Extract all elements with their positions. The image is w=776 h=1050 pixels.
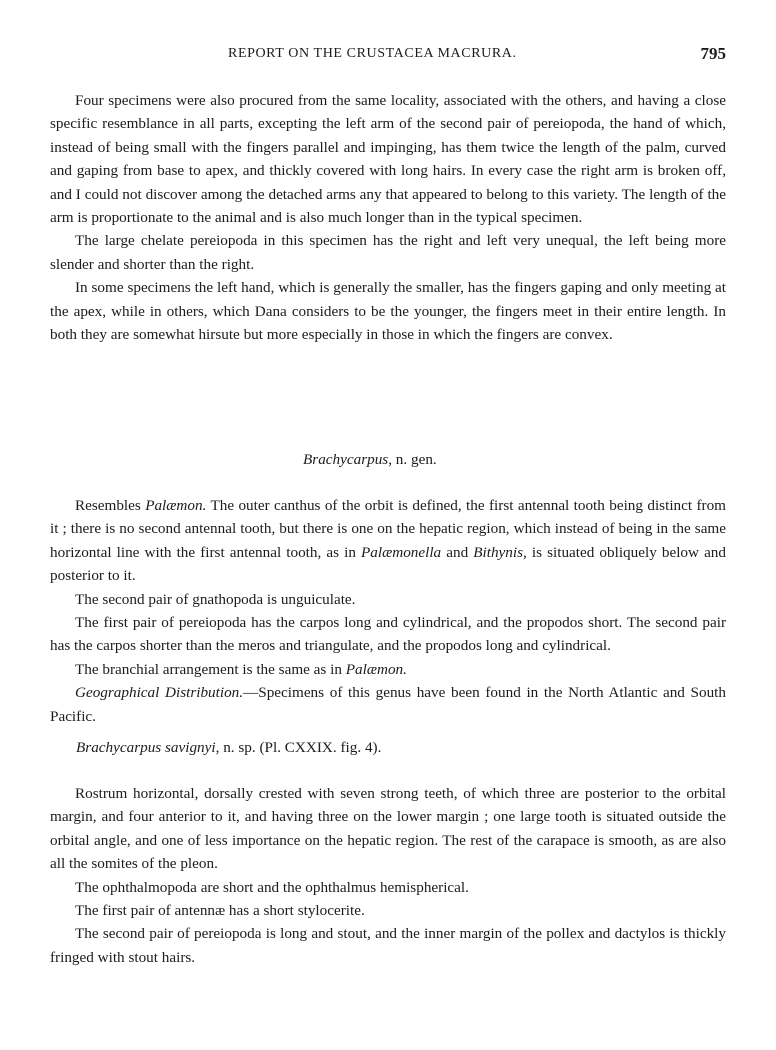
distribution-label: Geographical Distribution. [75, 684, 244, 702]
text-run: The outer canthus of the orbit is defined, the first antennal tooth being distinct from it ; there is no second antennal tooth, but there is one on the hepatic region, which instead of being in the same horizontal line with the first antennal tooth, as in [50, 497, 726, 561]
paragraph [50, 494, 726, 588]
genus-suffix: , n. gen. [388, 451, 437, 468]
text-run: and [441, 543, 474, 561]
page-number: 795 [700, 44, 726, 63]
section-species-description [50, 782, 726, 969]
taxon-name: Palæmon. [145, 497, 207, 514]
paragraph: In some specimens the left hand, which is generally the smaller, has the fingers gaping and only meeting at the apex, while in others, which Dana considers to be the younger, the fingers meet in their entire length. In both they are somewhat hirsute but more especially in those in which the fingers are convex. [50, 279, 726, 344]
text-run: is situated obliquely below and posterior to it. [50, 543, 726, 585]
paragraph: The second pair of pereiopoda is long and stout, and the inner margin of the pollex and dactylos is thickly fringed with stout hairs. [50, 925, 726, 966]
paragraph: The large chelate pereiopoda in this specimen has the right and left very unequal, the left being more slender and shorter than the right. [50, 232, 726, 273]
section-genus-description [50, 494, 726, 728]
paragraph [50, 681, 726, 728]
text-run: The branchial arrangement is the same as in [75, 660, 346, 678]
paragraph: The first pair of antennæ has a short stylocerite. [75, 902, 365, 920]
paragraph: The ophthalmopoda are short and the ophthalmus hemispherical. [75, 878, 469, 896]
paragraph: Four specimens were also procured from the same locality, associated with the others, and having a close specific resemblance in all parts, excepting the left arm of the second pair of pereiopoda, the hand of which, instead of being small with the fingers parallel and impinging, has them twice the length of the palm, curved and gaping from base to apex, and thickly covered with long hairs. In every case the right arm is broken off, and I could not discover among the detached arms any that appeared to belong to this variety. The length of the arm is proportionate to the animal and is also much longer than in the typical specimen. [50, 92, 726, 227]
genus-heading [303, 448, 437, 471]
paragraph [50, 658, 726, 681]
taxon-name: Palæmonella [361, 543, 442, 561]
taxon-name: Bithynis, [473, 543, 527, 561]
paragraph: The second pair of gnathopoda is unguiculate. [75, 590, 356, 608]
paragraph: Rostrum horizontal, dorsally crested with seven strong teeth, of which three are posterior to the orbital margin, and four anterior to it, and having three on the lower margin ; one large tooth is situated outside the orbital angle, and one of less importance on the hepatic region. The rest of the carapace is smooth, as are also all the somites of the pleon. [50, 785, 726, 873]
taxon-name: Palæmon. [345, 660, 407, 678]
running-title: REPORT ON THE CRUSTACEA MACRURA. [228, 46, 517, 61]
running-header [50, 44, 726, 68]
species-name: Brachycarpus savignyi [76, 739, 216, 756]
section-variety-description [50, 89, 726, 346]
genus-name: Brachycarpus [303, 451, 389, 468]
text-run: Resembles [75, 497, 146, 514]
species-heading [76, 736, 381, 759]
text-run: —Specimens of this genus have been found in the North Atlantic and South Pacific. [50, 684, 726, 725]
species-suffix: , n. sp. (Pl. CXXIX. fig. 4). [215, 739, 382, 756]
paragraph: The first pair of pereiopoda has the carpos long and cylindrical, and the propodos short. The second pair has the carpos shorter than the meros and triangulate, and the propodos long and cylindrical. [50, 614, 726, 655]
